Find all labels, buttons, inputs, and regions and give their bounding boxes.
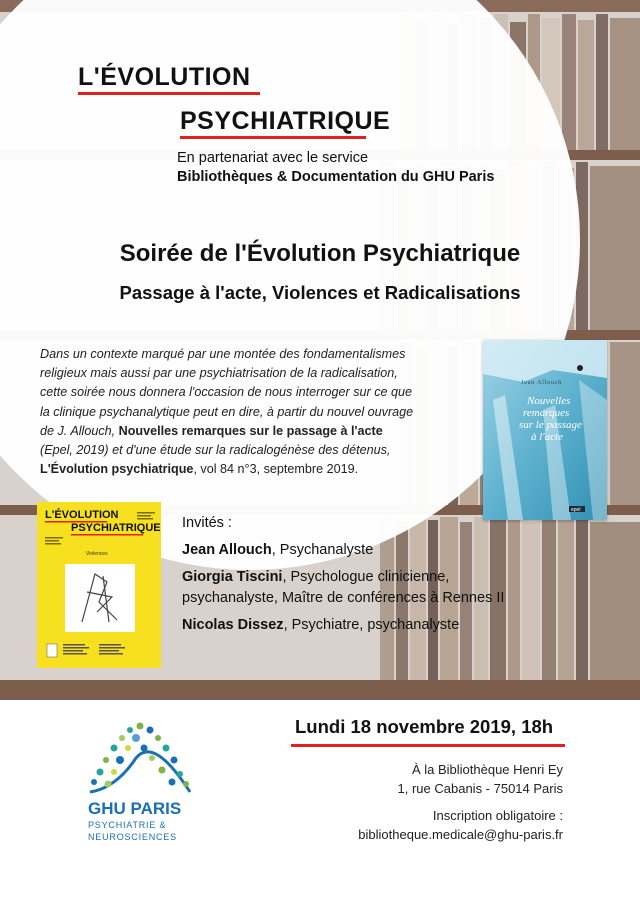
guest-item bbox=[182, 567, 504, 588]
intro-line: la clinique psychanalytique peut en dire, à partir du nouvel ouvrage bbox=[40, 404, 414, 419]
guest-role: , Psychiatre, psychanalyste bbox=[283, 617, 460, 633]
book-cover-image bbox=[483, 340, 607, 520]
brand-title-line2: PSYCHIATRIQUE bbox=[180, 107, 391, 135]
partnership-line2 bbox=[177, 168, 494, 187]
brand-underline-1 bbox=[78, 92, 260, 95]
book-title-line: remarques bbox=[523, 407, 570, 419]
journal-cover-image bbox=[37, 502, 161, 668]
logo-name: GHU PARIS bbox=[88, 799, 182, 818]
intro-line: (Epel, 2019) et d'une étude sur la radicalogénèse des détenus, bbox=[40, 443, 391, 458]
cover-title-line2: PSYCHIATRIQUE bbox=[71, 522, 161, 534]
venue-address: 1, rue Cabanis - 75014 Paris bbox=[397, 781, 563, 796]
journal-name-inline: L'Évolution psychiatrique bbox=[40, 462, 194, 477]
guests-heading: Invités : bbox=[182, 515, 232, 531]
cover-theme: Violences bbox=[86, 551, 108, 557]
guests-list bbox=[182, 513, 504, 636]
intro-line: cette soirée nous donnera l'occasion de nous interroger sur ce que bbox=[40, 385, 413, 400]
date-underline bbox=[291, 744, 565, 747]
guest-role: , Psychanalyste bbox=[271, 542, 374, 558]
intro-line: de J. Allouch, bbox=[40, 423, 119, 438]
intro-paragraph bbox=[40, 345, 480, 479]
book-author: Jean Allouch bbox=[521, 379, 562, 386]
journal-issue-inline: , vol 84 n°3, septembre 2019. bbox=[193, 462, 359, 477]
book-title-line: sur le passage bbox=[519, 419, 582, 431]
brand-underline-2 bbox=[180, 136, 366, 139]
venue-line1: À la Bibliothèque Henri Ey bbox=[411, 762, 563, 777]
event-date: Lundi 18 novembre 2019, 18h bbox=[295, 716, 554, 737]
guest-name: Nicolas Dissez bbox=[182, 617, 284, 633]
guest-item bbox=[182, 540, 504, 561]
registration-label: Inscription obligatoire : bbox=[432, 808, 563, 823]
cover-title-line1: L'ÉVOLUTION bbox=[45, 509, 119, 521]
event-title: Soirée de l'Évolution Psychiatrique bbox=[119, 240, 521, 267]
guest-name: Giorgia Tiscini bbox=[182, 569, 283, 585]
partnership-text bbox=[177, 149, 494, 187]
logo-tagline-2: NEUROSCIENCES bbox=[88, 832, 177, 842]
book-title-inline: Nouvelles remarques sur le passage à l'acte bbox=[118, 423, 383, 438]
brand-title-line1: L'ÉVOLUTION bbox=[78, 63, 251, 91]
partnership-line1: En partenariat avec le service bbox=[177, 150, 369, 166]
intro-line: religieux mais aussi par une psychiatrisation de la radicalisation, bbox=[40, 366, 398, 381]
registration-email[interactable]: bibliotheque.medicale@ghu-paris.fr bbox=[358, 827, 563, 842]
venue-info bbox=[358, 760, 563, 844]
logo-tagline-1: PSYCHIATRIE & bbox=[88, 820, 167, 830]
guest-role: , Psychologue clinicienne, bbox=[282, 569, 450, 585]
event-subtitle: Passage à l'acte, Violences et Radicalisations bbox=[119, 282, 521, 303]
book-publisher: epel bbox=[571, 507, 581, 513]
book-title-line: à l'acte bbox=[531, 431, 563, 443]
partnership-service-name: Bibliothèques & Documentation du GHU Paris bbox=[177, 169, 495, 185]
guest-item bbox=[182, 615, 504, 636]
guest-name: Jean Allouch bbox=[182, 542, 272, 558]
book-title-line: Nouvelles bbox=[527, 395, 571, 407]
guest-role-continued: psychanalyste, Maître de conférences à Rennes II bbox=[182, 590, 505, 606]
intro-line: Dans un contexte marqué par une montée des fondamentalismes bbox=[40, 347, 406, 361]
ghu-paris-logo bbox=[86, 718, 194, 848]
